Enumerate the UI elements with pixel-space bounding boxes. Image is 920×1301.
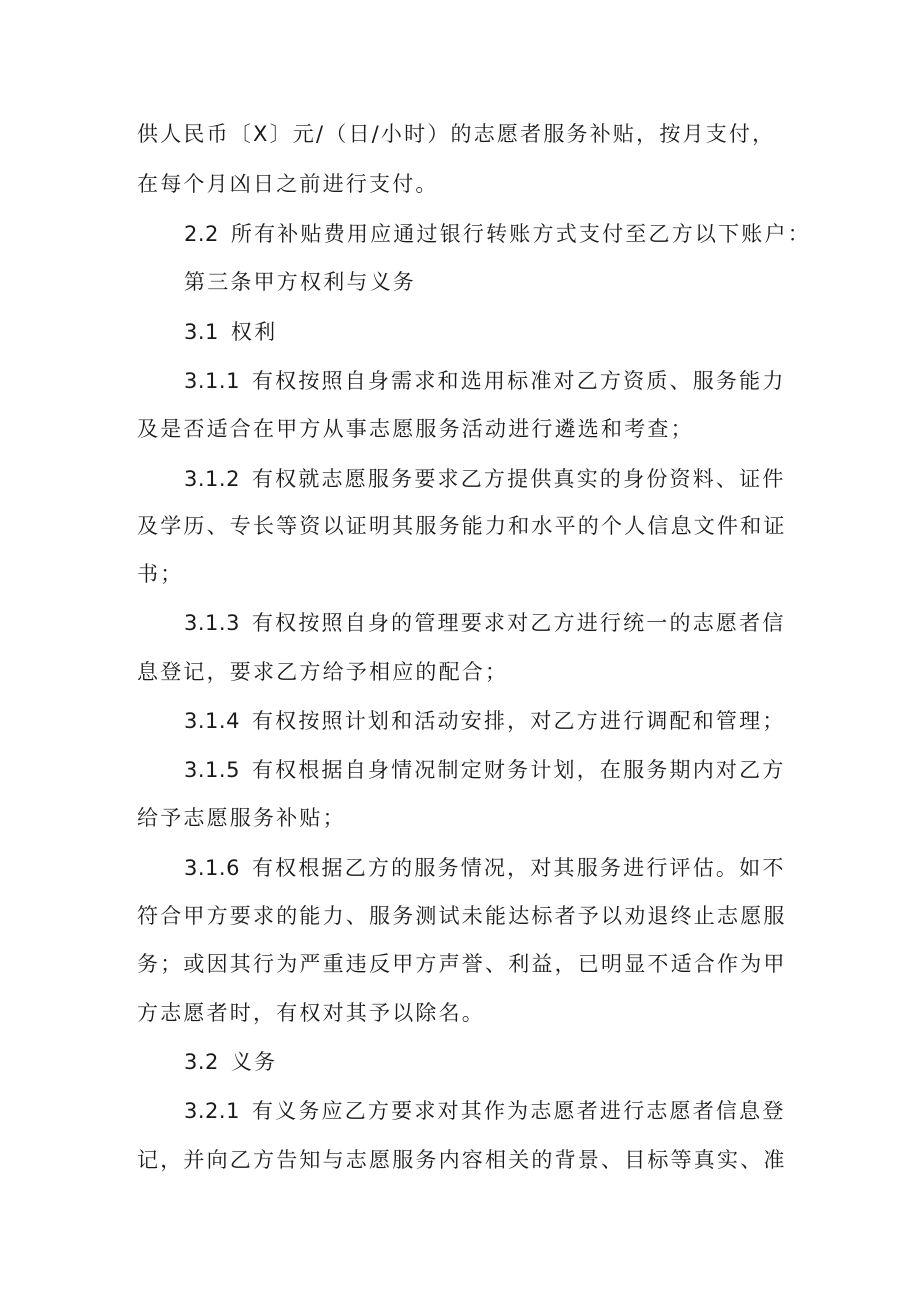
line-text: 有权按照计划和活动安排，对乙方进行调配和管理；: [251, 709, 786, 733]
clause-number: 2.2: [184, 222, 219, 246]
clause-number: 3.1.6: [184, 856, 240, 880]
text-line: [0, 1145, 920, 1175]
line-text: 息登记，要求乙方给予相应的配合；: [137, 660, 509, 684]
line-text: 供人民币〔X〕元/（日/小时）的志愿者服务补贴，按月支付，: [137, 122, 776, 146]
line-text: 所有补贴费用应通过银行转账方式支付至乙方以下账户：: [230, 222, 811, 246]
text-line: [0, 1096, 920, 1126]
text-line: [0, 853, 920, 883]
subsection-heading: [0, 1047, 920, 1077]
line-text: 务；或因其行为严重违反甲方声誉、利益，已明显不适合作为甲: [137, 952, 787, 976]
clause-number: 3.1.2: [184, 467, 240, 491]
text-line: [0, 366, 920, 396]
line-text: 及学历、专长等资以证明其服务能力和水平的个人信息文件和证: [137, 514, 787, 538]
clause-number: 3.1.3: [184, 611, 240, 635]
section-heading: [0, 267, 920, 297]
line-text: 方志愿者时，有权对其予以除名。: [137, 1001, 485, 1025]
text-line: [0, 949, 920, 979]
text-line: [0, 511, 920, 541]
line-text: 给予志愿服务补贴；: [137, 806, 346, 830]
text-line: [0, 169, 920, 199]
line-text: 权利: [230, 320, 278, 344]
text-line: [0, 998, 920, 1028]
text-line: [0, 608, 920, 638]
text-line: [0, 464, 920, 494]
line-text: 有权按照自身需求和选用标准对乙方资质、服务能力: [251, 369, 786, 393]
text-line: [0, 219, 920, 249]
line-text: 及是否适合在甲方从事志愿服务活动进行遴选和考查；: [137, 417, 694, 441]
line-text: 在每个月凶日之前进行支付。: [137, 172, 439, 196]
line-text: 义务: [230, 1050, 278, 1074]
line-text: 符合甲方要求的能力、服务测试未能达标者予以劝退终止志愿服: [137, 904, 787, 928]
clause-number: 3.1: [184, 320, 219, 344]
text-line: [0, 706, 920, 736]
text-line: [0, 803, 920, 833]
line-text: 书；: [137, 562, 184, 586]
line-text: 有义务应乙方要求对其作为志愿者进行志愿者信息登: [251, 1099, 786, 1123]
text-line: [0, 119, 920, 149]
line-text: 记，并向乙方告知与志愿服务内容相关的背景、目标等真实、准: [137, 1148, 787, 1172]
line-text: 有权就志愿服务要求乙方提供真实的身份资料、证件: [251, 467, 786, 491]
line-text: 第三条甲方权利与义务: [184, 270, 416, 294]
clause-number: 3.1.4: [184, 709, 240, 733]
text-line: [0, 414, 920, 444]
clause-number: 3.2.1: [184, 1099, 240, 1123]
line-text: 有权根据自身情况制定财务计划，在服务期内对乙方: [251, 758, 786, 782]
text-line: [0, 755, 920, 785]
clause-number: 3.1.1: [184, 369, 240, 393]
clause-number: 3.2: [184, 1050, 219, 1074]
text-line: [0, 657, 920, 687]
clause-number: 3.1.5: [184, 758, 240, 782]
text-line: [0, 559, 920, 589]
line-text: 有权按照自身的管理要求对乙方进行统一的志愿者信: [251, 611, 786, 635]
line-text: 有权根据乙方的服务情况，对其服务进行评估。如不: [251, 856, 786, 880]
text-line: [0, 901, 920, 931]
subsection-heading: [0, 317, 920, 347]
